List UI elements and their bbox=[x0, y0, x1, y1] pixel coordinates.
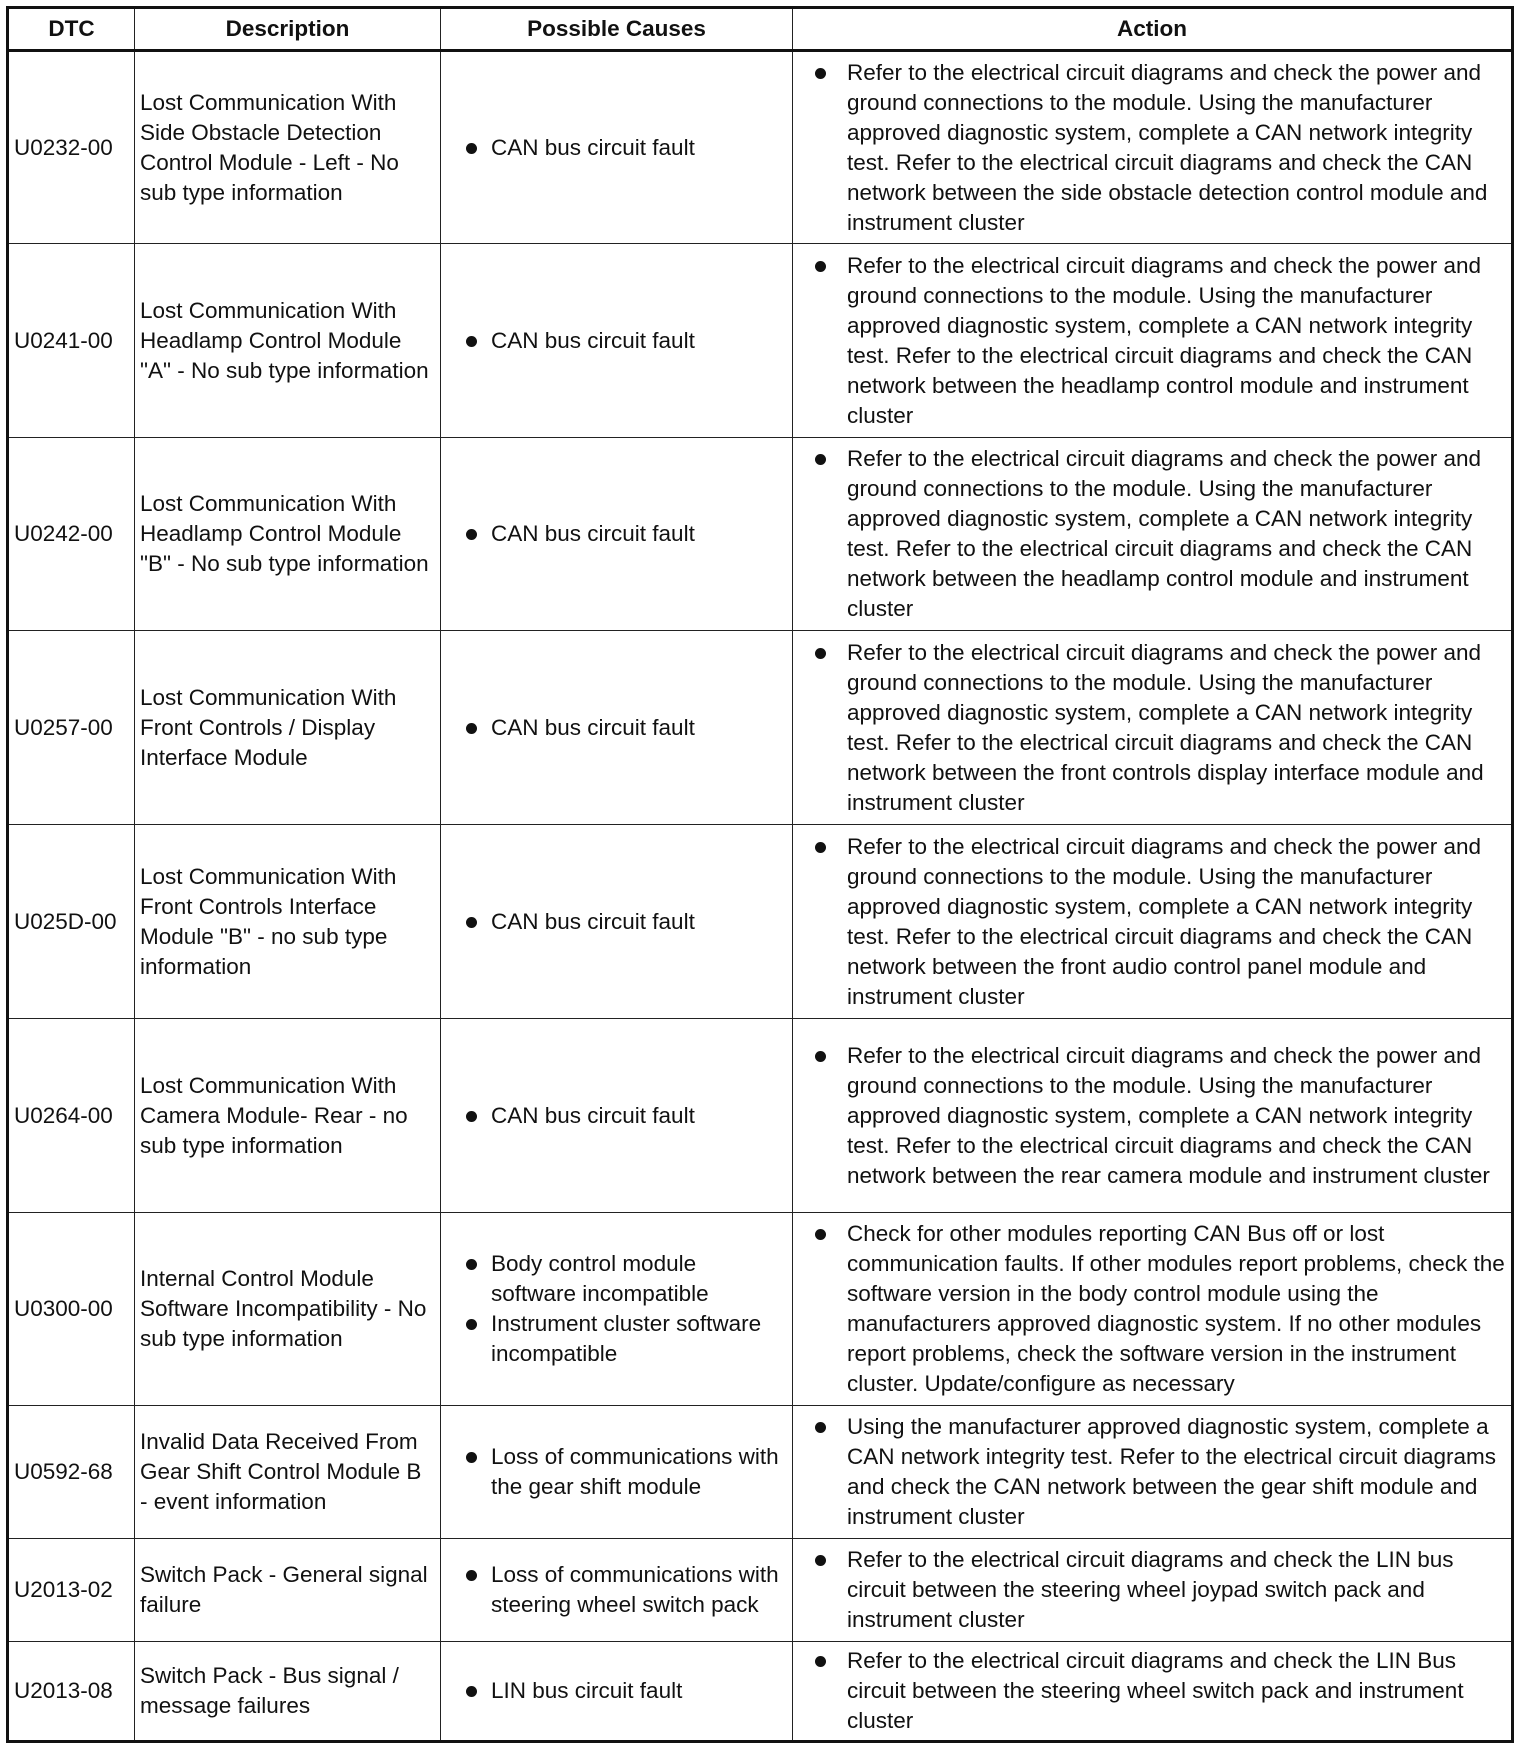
table-row bbox=[8, 1019, 1513, 1213]
dtc-cell: U025D-00 bbox=[8, 825, 135, 1019]
description-cell: Lost Communication With Headlamp Control Module "A" - No sub type information bbox=[135, 244, 441, 438]
action-item: Refer to the electrical circuit diagrams and check the power and ground connections to the module. Using the manufacturer approved diagnostic system, complete a CAN network integrity test. Refer to the electrical circuit diagrams and check the CAN network between the front audio control panel module and instrument cluster bbox=[809, 832, 1507, 1012]
action-item: Refer to the electrical circuit diagrams and check the power and ground connections to the module. Using the manufacturer approved diagnostic system, complete a CAN network integrity test. Refer to the electrical circuit diagrams and check the CAN network between the front controls display interface module and instrument cluster bbox=[809, 638, 1507, 818]
description-cell: Invalid Data Received From Gear Shift Control Module B - event information bbox=[135, 1406, 441, 1539]
action-cell bbox=[793, 438, 1513, 631]
description-cell: Lost Communication With Front Controls / Display Interface Module bbox=[135, 631, 441, 825]
causes-cell bbox=[441, 244, 793, 438]
dtc-cell: U0242-00 bbox=[8, 438, 135, 631]
table-row bbox=[8, 631, 1513, 825]
dtc-cell: U0241-00 bbox=[8, 244, 135, 438]
action-item: Refer to the electrical circuit diagrams and check the power and ground connections to the module. Using the manufacturer approved diagnostic system, complete a CAN network integrity test. Refer to the electrical circuit diagrams and check the CAN network between the headlamp control module and instrument cluster bbox=[809, 444, 1507, 624]
causes-cell bbox=[441, 1539, 793, 1642]
dtc-cell: U2013-08 bbox=[8, 1642, 135, 1742]
table-row bbox=[8, 438, 1513, 631]
description-cell: Switch Pack - General signal failure bbox=[135, 1539, 441, 1642]
causes-cell bbox=[441, 1406, 793, 1539]
cause-item: LIN bus circuit fault bbox=[446, 1676, 787, 1706]
action-cell bbox=[793, 244, 1513, 438]
table-row bbox=[8, 1406, 1513, 1539]
table-row bbox=[8, 51, 1513, 244]
action-item: Refer to the electrical circuit diagrams and check the power and ground connections to the module. Using the manufacturer approved diagnostic system, complete a CAN network integrity test. Refer to the electrical circuit diagrams and check the CAN network between the rear camera module and instrument cluster bbox=[809, 1041, 1507, 1191]
action-item: Using the manufacturer approved diagnostic system, complete a CAN network integrity test. Refer to the electrical circuit diagrams and check the CAN network between the gear shift module and instrument cluster bbox=[809, 1412, 1507, 1532]
description-cell: Lost Communication With Camera Module- Rear - no sub type information bbox=[135, 1019, 441, 1213]
cause-item: Loss of communications with the gear shift module bbox=[446, 1442, 787, 1502]
causes-cell bbox=[441, 825, 793, 1019]
cause-item: CAN bus circuit fault bbox=[446, 519, 787, 549]
cause-item: CAN bus circuit fault bbox=[446, 133, 787, 163]
table-row bbox=[8, 825, 1513, 1019]
action-cell bbox=[793, 1539, 1513, 1642]
action-item: Refer to the electrical circuit diagrams and check the LIN Bus circuit between the steering wheel switch pack and instrument cluster bbox=[809, 1646, 1507, 1736]
cause-item: CAN bus circuit fault bbox=[446, 326, 787, 356]
action-cell bbox=[793, 1642, 1513, 1742]
causes-cell bbox=[441, 1213, 793, 1406]
table-row bbox=[8, 244, 1513, 438]
description-cell: Lost Communication With Headlamp Control Module "B" - No sub type information bbox=[135, 438, 441, 631]
dtc-cell: U0592-68 bbox=[8, 1406, 135, 1539]
header-row bbox=[8, 8, 1513, 51]
dtc-table bbox=[6, 6, 1514, 1743]
dtc-cell: U0232-00 bbox=[8, 51, 135, 244]
table-row bbox=[8, 1642, 1513, 1742]
causes-cell bbox=[441, 438, 793, 631]
header-causes: Possible Causes bbox=[441, 8, 793, 51]
cause-item: Loss of communications with steering wheel switch pack bbox=[446, 1560, 787, 1620]
description-cell: Internal Control Module Software Incompatibility - No sub type information bbox=[135, 1213, 441, 1406]
causes-cell bbox=[441, 631, 793, 825]
action-item: Refer to the electrical circuit diagrams and check the LIN bus circuit between the steering wheel joypad switch pack and instrument cluster bbox=[809, 1545, 1507, 1635]
dtc-cell: U2013-02 bbox=[8, 1539, 135, 1642]
header-dtc: DTC bbox=[8, 8, 135, 51]
cause-item: Body control module software incompatible bbox=[446, 1249, 787, 1309]
action-cell bbox=[793, 1019, 1513, 1213]
action-cell bbox=[793, 825, 1513, 1019]
causes-cell bbox=[441, 1642, 793, 1742]
action-cell bbox=[793, 1406, 1513, 1539]
table-row bbox=[8, 1213, 1513, 1406]
action-cell bbox=[793, 51, 1513, 244]
action-item: Check for other modules reporting CAN Bus off or lost communication faults. If other modules report problems, check the software version in the body control module using the manufacturers approved diagnostic system. If no other modules report problems, check the software version in the instrument cluster. Update/configure as necessary bbox=[809, 1219, 1507, 1399]
dtc-cell: U0264-00 bbox=[8, 1019, 135, 1213]
header-action: Action bbox=[793, 8, 1513, 51]
action-cell bbox=[793, 631, 1513, 825]
causes-cell bbox=[441, 51, 793, 244]
dtc-cell: U0300-00 bbox=[8, 1213, 135, 1406]
description-cell: Lost Communication With Front Controls Interface Module "B" - no sub type information bbox=[135, 825, 441, 1019]
header-description: Description bbox=[135, 8, 441, 51]
action-item: Refer to the electrical circuit diagrams and check the power and ground connections to the module. Using the manufacturer approved diagnostic system, complete a CAN network integrity test. Refer to the electrical circuit diagrams and check the CAN network between the side obstacle detection control module and instrument cluster bbox=[809, 58, 1507, 238]
cause-item: CAN bus circuit fault bbox=[446, 713, 787, 743]
description-cell: Lost Communication With Side Obstacle Detection Control Module - Left - No sub type information bbox=[135, 51, 441, 244]
cause-item: Instrument cluster software incompatible bbox=[446, 1309, 787, 1369]
causes-cell bbox=[441, 1019, 793, 1213]
table-row bbox=[8, 1539, 1513, 1642]
cause-item: CAN bus circuit fault bbox=[446, 1101, 787, 1131]
description-cell: Switch Pack - Bus signal / message failures bbox=[135, 1642, 441, 1742]
action-cell bbox=[793, 1213, 1513, 1406]
action-item: Refer to the electrical circuit diagrams and check the power and ground connections to the module. Using the manufacturer approved diagnostic system, complete a CAN network integrity test. Refer to the electrical circuit diagrams and check the CAN network between the headlamp control module and instrument cluster bbox=[809, 251, 1507, 431]
cause-item: CAN bus circuit fault bbox=[446, 907, 787, 937]
dtc-cell: U0257-00 bbox=[8, 631, 135, 825]
